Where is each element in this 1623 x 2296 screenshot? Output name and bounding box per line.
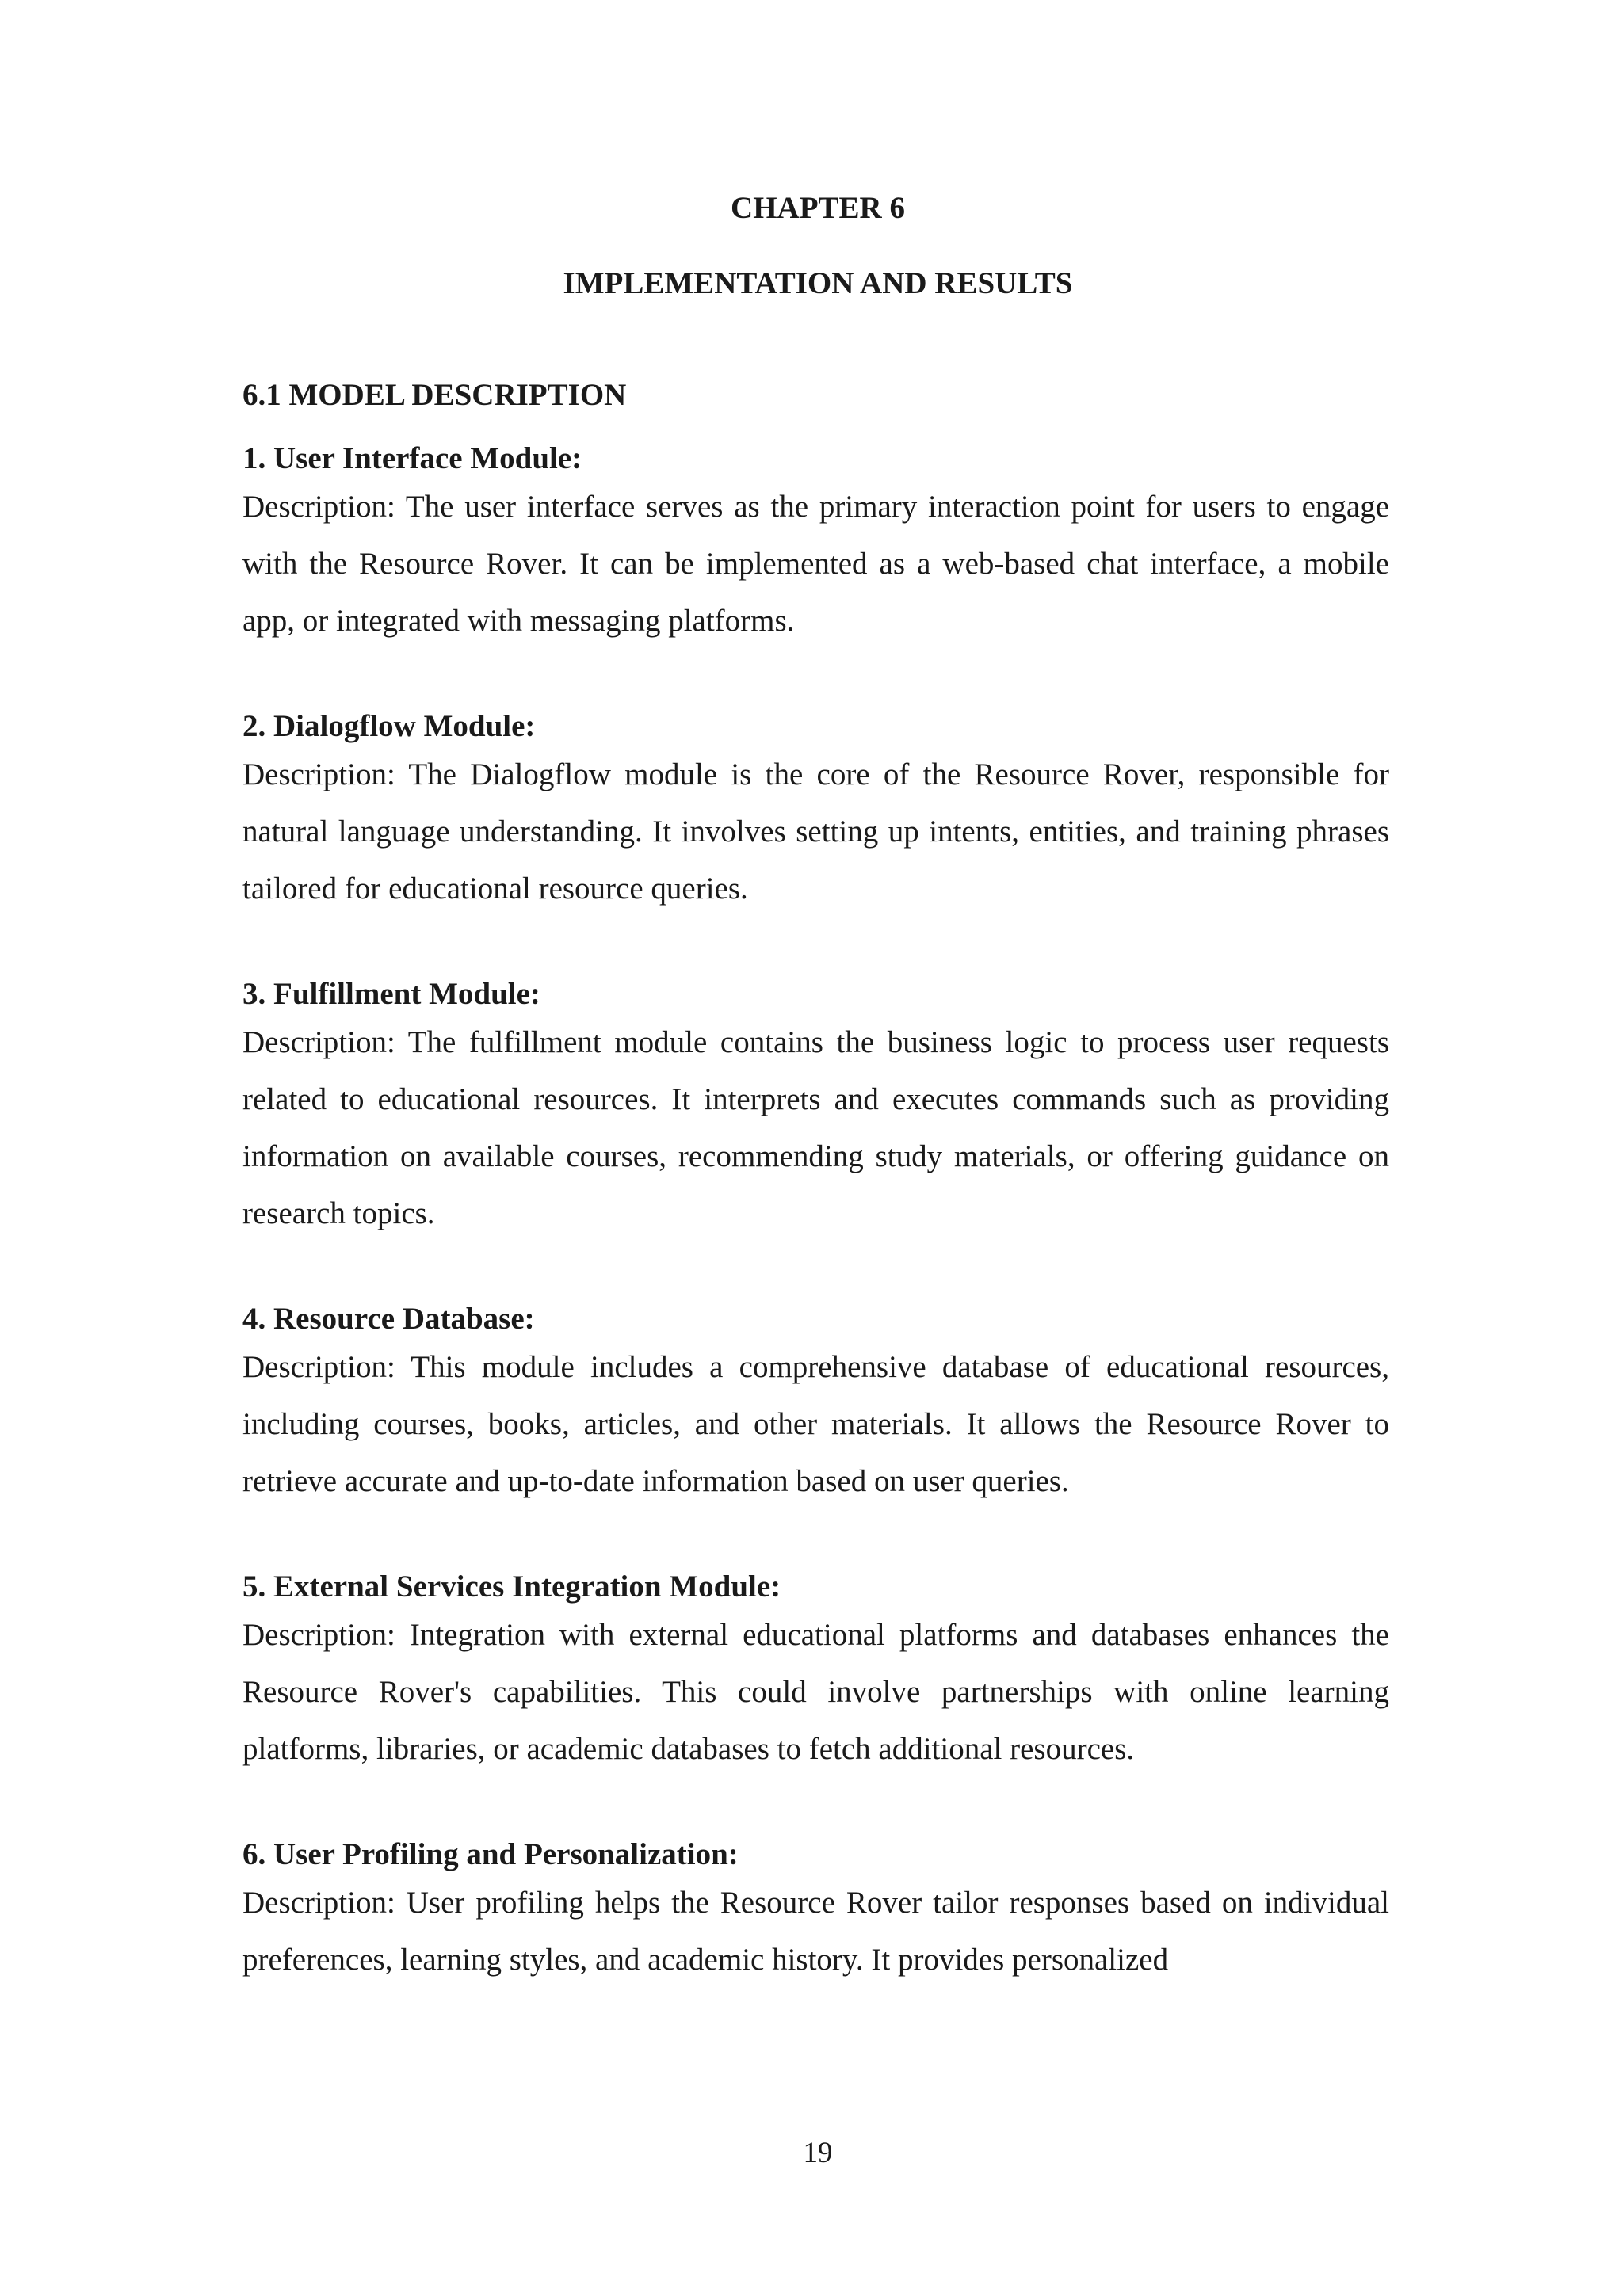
module-block-external-services [242, 1567, 1389, 1778]
module-description: Description: The fulfillment module contains the business logic to process user requests related to educational resources. It interprets and executes commands such as providing information on available courses, recommending study materials, or offering guidance on research topics. [242, 1025, 1389, 1230]
module-block-user-interface [242, 439, 1389, 650]
chapter-title: IMPLEMENTATION AND RESULTS [563, 266, 1073, 300]
page-number: 19 [803, 2137, 833, 2169]
module-title: 4. Resource Database: [242, 1302, 535, 1336]
module-block-dialogflow [242, 707, 1389, 917]
body-content [242, 376, 1389, 2046]
module-title: 2. Dialogflow Module: [242, 709, 536, 743]
chapter-number: CHAPTER 6 [731, 191, 905, 225]
module-description: Description: User profiling helps the Resource Rover tailor responses based on individual preferences, learning styles, and academic history. It provides personalized [242, 1886, 1389, 1977]
module-title: 5. External Services Integration Module: [242, 1569, 781, 1604]
module-block-user-profiling [242, 1835, 1389, 1989]
module-block-fulfillment [242, 974, 1389, 1242]
module-title: 1. User Interface Module: [242, 441, 582, 475]
module-description: Description: Integration with external educational platforms and databases enhances the Resource Rover's capabilities. This could involve partnerships with online learning platforms, libraries, or academic databases to fetch additional resources. [242, 1618, 1389, 1766]
module-title: 3. Fulfillment Module: [242, 977, 540, 1011]
module-description: Description: The user interface serves as the primary interaction point for users to engage with the Resource Rover. It can be implemented as a web-based chat interface, a mobile app, or integrated with messaging platforms. [242, 490, 1389, 638]
module-title: 6. User Profiling and Personalization: [242, 1837, 739, 1871]
module-block-resource-database [242, 1299, 1389, 1510]
section-heading: 6.1 MODEL DESCRIPTION [242, 378, 627, 412]
module-description: Description: The Dialogflow module is the core of the Resource Rover, responsible for natural language understanding. It involves setting up intents, entities, and training phrases tailored for educational resource queries. [242, 757, 1389, 906]
module-description: Description: This module includes a comprehensive database of educational resources, including courses, books, articles, and other materials. It allows the Resource Rover to retrieve accurate and up-to-date information based on user queries. [242, 1350, 1389, 1498]
